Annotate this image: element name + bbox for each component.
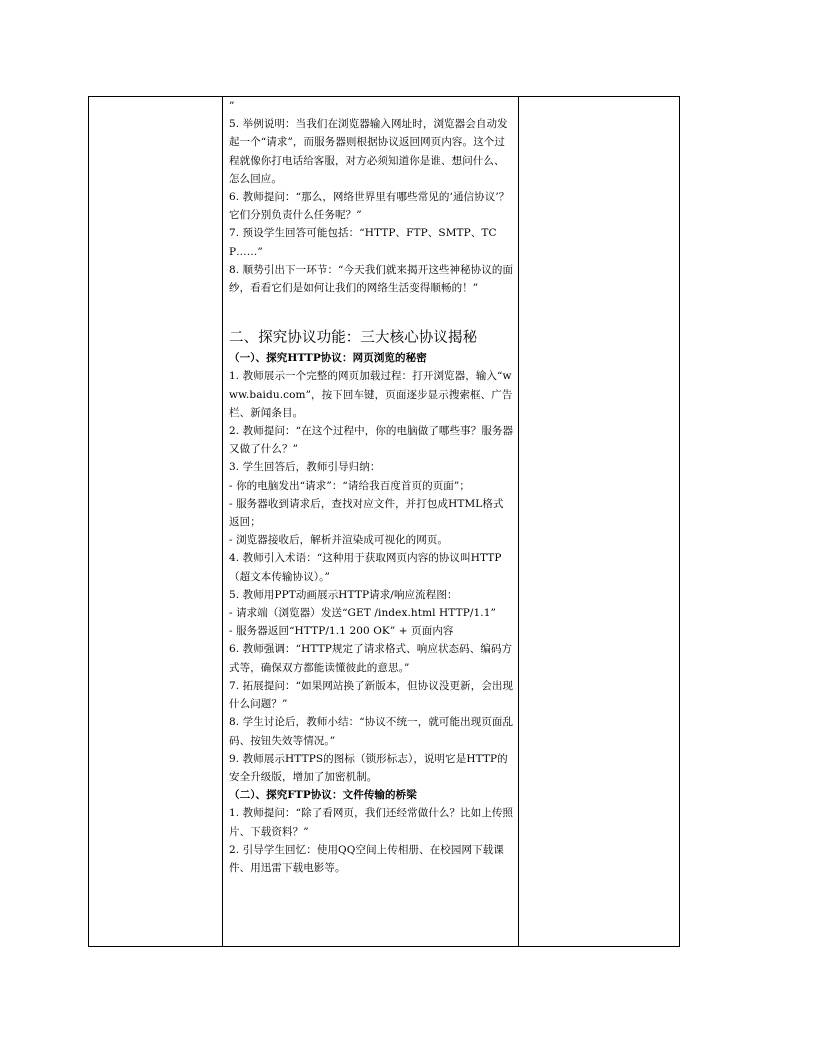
paragraph: 3. 学生回答后，教师引导归纳： [229,461,381,474]
subsection1-heading: （一）、探究HTTP协议：网页浏览的秘密 [229,352,427,365]
paragraph: 1. 教师提问：“除了看网页，我们还经常做什么？比如上传照片、下载资料？” [229,807,514,838]
column-divider-right [518,97,519,946]
paragraph: - 你的电脑发出“请求”：“请给我百度首页的页面”； [229,479,470,492]
subsection1-text [229,367,514,786]
paragraph: 5. 教师用PPT动画展示HTTP请求/响应流程图： [229,588,458,601]
subsection2-heading: （二）、探究FTP协议：文件传输的桥梁 [229,789,417,802]
paragraph: 7. 拓展提问：“如果网站换了新版本，但协议没更新，会出现什么问题？” [229,679,514,711]
column-divider-left [222,97,223,946]
paragraph: 1. 教师展示一个完整的网页加载过程：打开浏览器，输入“www.baidu.com”，按下回车键，页面逐步显示搜索框、广告栏、新闻条目。 [229,370,513,419]
paragraph: 2. 教师提问：“在这个过程中，你的电脑做了哪些事？服务器又做了什么？” [229,425,514,456]
section2-heading: 二、探究协议功能：三大核心协议揭秘 [229,330,478,347]
paragraph: 8. 学生讨论后，教师小结：“协议不统一，就可能出现页面乱码、按钮失效等情况。” [229,716,514,747]
paragraph: 4. 教师引入术语：“这种用于获取网页内容的协议叫HTTP（超文本传输协议）。” [229,552,502,583]
subsection2-text [229,804,514,877]
lesson-content-cell [229,97,514,945]
paragraph: ” [229,100,235,112]
paragraph: 9. 教师展示HTTPS的图标（锁形标志），说明它是HTTP的安全升级版，增加了加密机制。 [229,752,508,783]
paragraph: 5. 举例说明：当我们在浏览器输入网址时，浏览器会自动发起一个“请求”，而服务器则根据协议返回网页内容。这个过程就像你打电话给客服，对方必须知道你是谁、想问什么、怎么回应。 [229,118,508,185]
paragraph: - 浏览器接收后，解析并渲染成可视化的网页。 [229,534,449,547]
section1-text [229,97,514,297]
paragraph: - 服务器返回“HTTP/1.1 200 OK” + 页面内容 [229,625,454,638]
paragraph: - 请求端（浏览器）发送“GET /index.html HTTP/1.1” [229,607,496,620]
paragraph: 6. 教师提问：“那么，网络世界里有哪些常见的‘通信协议’？它们分别负责什么任务呢？” [229,191,510,222]
paragraph: 6. 教师强调：“HTTP规定了请求格式、响应状态码、编码方式等，确保双方都能读懂彼此的意思。” [229,643,513,674]
paragraph: - 服务器收到请求后，查找对应文件，并打包成HTML格式返回； [229,497,504,529]
paragraph: 7. 预设学生回答可能包括：“HTTP、FTP、SMTP、TCP……” [229,227,497,258]
paragraph: 2. 引导学生回忆：使用QQ空间上传相册、在校园网下载课件、用迅雷下载电影等。 [229,843,504,874]
paragraph: 8. 顺势引出下一环节：“今天我们就来揭开这些神秘协议的面纱，看看它们是如何让我们的网络生活变得顺畅的！” [229,263,514,295]
